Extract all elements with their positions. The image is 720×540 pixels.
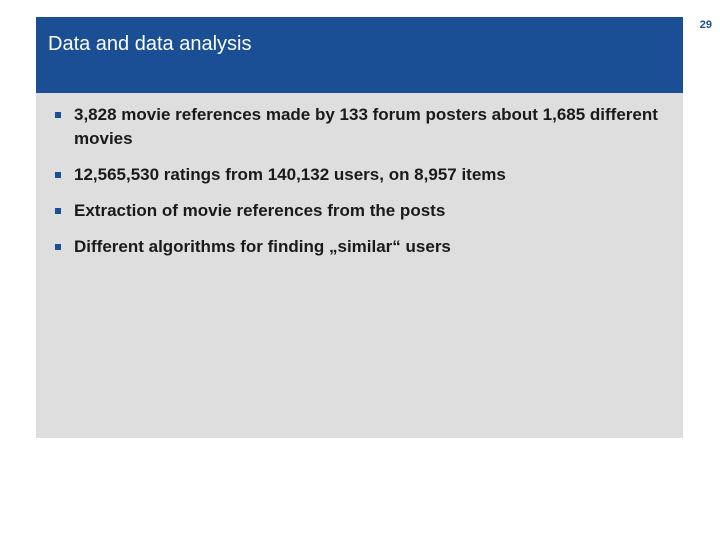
bullet-text: Different algorithms for finding „similar“ users: [74, 237, 451, 256]
square-bullet-icon: [55, 172, 61, 178]
content-panel: [36, 93, 683, 438]
bullet-text: Extraction of movie references from the posts: [74, 201, 446, 220]
square-bullet-icon: [55, 112, 61, 118]
slide-title: Data and data analysis: [48, 33, 252, 55]
bullet-item: [48, 163, 678, 187]
bullet-item: [48, 199, 678, 223]
bullet-text: 3,828 movie references made by 133 forum posters about 1,685 different movies: [74, 105, 658, 148]
bullet-list: [48, 103, 678, 271]
header-band: [36, 17, 683, 93]
bullet-item: [48, 235, 678, 259]
square-bullet-icon: [55, 208, 61, 214]
bullet-item: [48, 103, 678, 151]
square-bullet-icon: [55, 244, 61, 250]
slide-number: 29: [699, 19, 712, 31]
bullet-text: 12,565,530 ratings from 140,132 users, on 8,957 items: [74, 165, 506, 184]
